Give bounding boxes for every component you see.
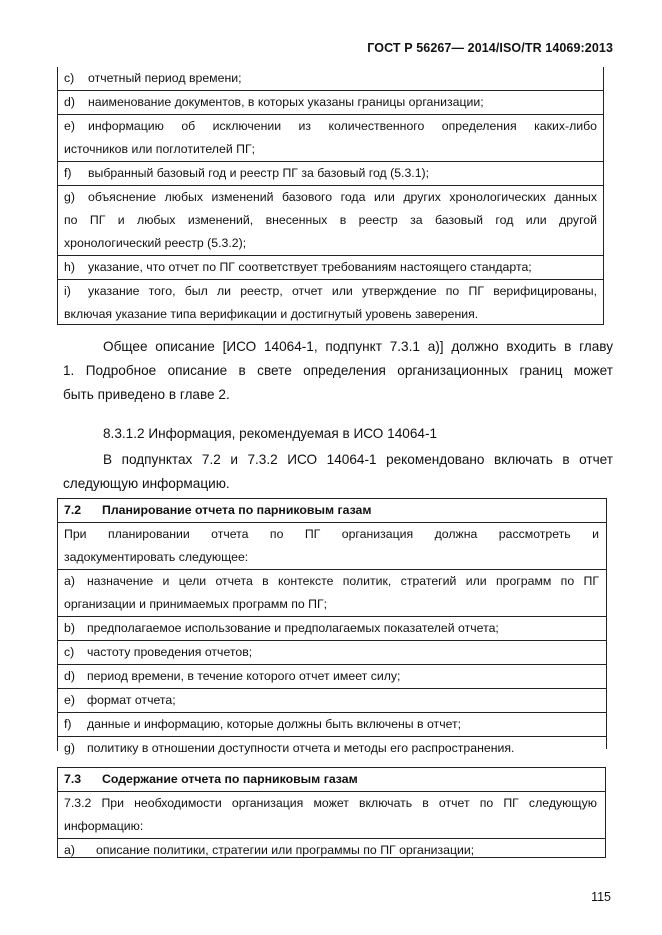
paragraph-line: 1. Подробное описание в свете определения организационных границ может <box>63 363 613 378</box>
item-mark: a) <box>64 843 75 857</box>
list-item <box>64 256 597 279</box>
list-item <box>64 280 597 326</box>
clause-intro <box>64 523 599 569</box>
item-text-line: назначение и цели отчета в контексте политик, стратегий или программ по ПГ <box>87 574 599 588</box>
item-text: формат отчета; <box>87 693 176 707</box>
item-text-line: информацию об исключении из количественного определения каких-либо <box>88 119 597 133</box>
body-paragraph <box>63 448 613 496</box>
list-item <box>64 115 597 161</box>
list-item <box>64 737 599 760</box>
item-mark: g) <box>64 741 75 755</box>
item-text-line: включая указание типа верификации и достигнутый уровень заверения. <box>64 307 479 321</box>
clause-title: Содержание отчета по парниковым газам <box>102 772 358 786</box>
item-text: период времени, в течение которого отчет имеет силу; <box>87 669 401 683</box>
item-text: выбранный базовый год и реестр ПГ за базовый год (5.3.1); <box>88 166 430 180</box>
page-number: 115 <box>591 890 611 904</box>
intro-line: 7.3.2 При необходимости организация может включать в отчет по ПГ следующую <box>64 796 597 810</box>
item-mark: g) <box>64 190 75 204</box>
list-item <box>64 713 599 736</box>
box-right-border <box>606 499 607 749</box>
list-item <box>64 91 597 114</box>
body-paragraph <box>63 335 613 407</box>
list-item <box>64 665 599 688</box>
clause-heading <box>64 768 597 791</box>
section-heading-text: 8.3.1.2 Информация, рекомендуемая в ИСО 14064-1 <box>103 426 438 441</box>
item-text-line: организации и принимаемых программ по ПГ; <box>64 597 328 611</box>
item-mark: d) <box>64 95 75 109</box>
item-text-line: объяснение любых изменений базового года или других хронологических данных <box>88 190 597 204</box>
section-heading <box>63 422 613 446</box>
paragraph-line: быть приведено в главе 2. <box>63 387 230 402</box>
clause-7-2-box <box>57 498 607 755</box>
item-mark: f) <box>64 717 72 731</box>
item-mark: h) <box>64 260 75 274</box>
list-item <box>64 186 597 255</box>
list-item <box>64 689 599 712</box>
clause-number: 7.2 <box>64 503 82 517</box>
item-mark: b) <box>64 621 75 635</box>
document-header: ГОСТ Р 56267— 2014/ISO/TR 14069:2013 <box>367 41 613 55</box>
item-mark: i) <box>64 284 71 298</box>
clause-heading <box>64 499 599 522</box>
intro-line: информацию: <box>64 819 144 833</box>
list-item <box>64 570 599 616</box>
paragraph-line: В подпунктах 7.2 и 7.3.2 ИСО 14064-1 рекомендовано включать в отчет <box>103 452 613 467</box>
item-text: политику в отношении доступности отчета и методы его распространения. <box>87 741 515 755</box>
list-item <box>64 67 597 90</box>
item-text-line: источников или поглотителей ПГ; <box>64 142 256 156</box>
item-mark: e) <box>64 119 75 133</box>
item-mark: a) <box>64 574 75 588</box>
list-item <box>64 641 599 664</box>
list-item <box>64 839 597 862</box>
paragraph-line: следующую информацию. <box>63 476 230 491</box>
clause-title: Планирование отчета по парниковым газам <box>102 503 372 517</box>
item-text: указание, что отчет по ПГ соответствует требованиям настоящего стандарта; <box>88 260 532 274</box>
intro-line: задокументировать следующее: <box>64 550 249 564</box>
item-text-line: по ПГ и любых изменений, внесенных в реестр за базовый год или другой <box>64 213 597 227</box>
intro-line: При планировании отчета по ПГ организация должна рассмотреть и <box>64 527 599 541</box>
clause-number: 7.3 <box>64 772 82 786</box>
item-text: описание политики, стратегии или программы по ПГ организации; <box>96 843 475 857</box>
clause-7-3-box <box>57 767 606 858</box>
item-mark: с) <box>64 71 75 85</box>
item-mark: f) <box>64 166 72 180</box>
item-mark: d) <box>64 669 75 683</box>
item-text-line: указание того, был ли реестр, отчет или утверждение по ПГ верифицированы, <box>88 284 597 298</box>
item-text-line: хронологический реестр (5.3.2); <box>64 236 247 250</box>
item-text: частоту проведения отчетов; <box>87 645 253 659</box>
list-item <box>64 162 597 185</box>
item-mark: e) <box>64 693 75 707</box>
item-text: данные и информацию, которые должны быть включены в отчет; <box>87 717 462 731</box>
paragraph-line: Общее описание [ИСО 14064-1, подпункт 7.3.1 a)] должно входить в главу <box>103 339 613 354</box>
item-text: отчетный период времени; <box>88 71 242 85</box>
item-text: предполагаемое использование и предполагаемых показателей отчета; <box>87 621 499 635</box>
list-item <box>64 617 599 640</box>
requirements-list-box <box>57 67 604 325</box>
item-text: наименование документов, в которых указаны границы организации; <box>88 95 484 109</box>
item-mark: c) <box>64 645 75 659</box>
clause-intro <box>64 792 597 838</box>
